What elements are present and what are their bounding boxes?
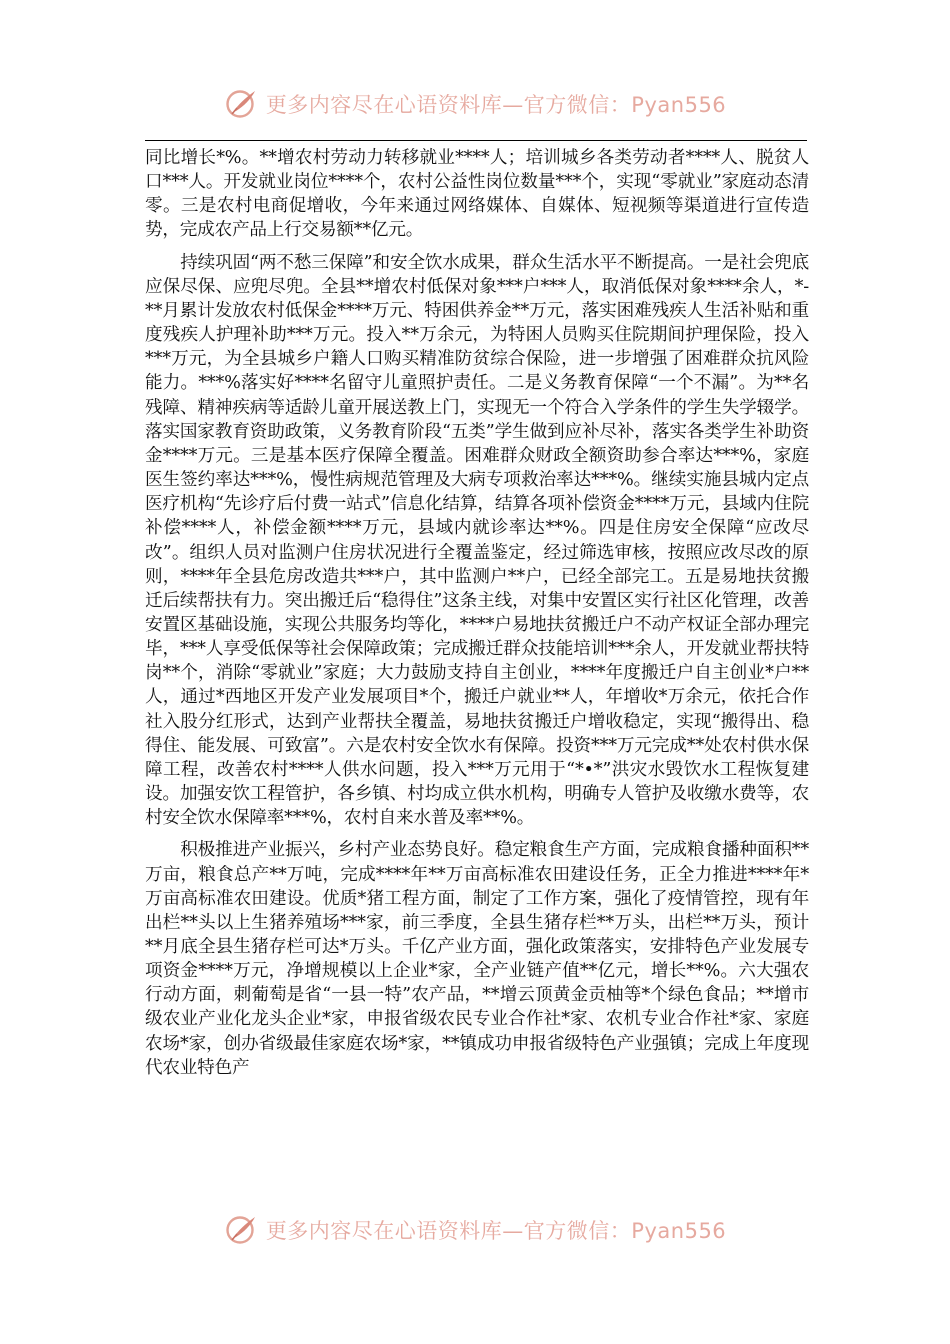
quill-logo-icon [224, 1213, 258, 1247]
header-watermark [0, 84, 950, 124]
document-body [145, 146, 809, 1080]
watermark-text: 更多内容尽在心语资料库—官方微信：Pyan556 [265, 93, 727, 117]
quill-logo-icon [224, 87, 258, 121]
watermark-text: 更多内容尽在心语资料库—官方微信：Pyan556 [265, 1219, 727, 1243]
paragraph: 积极推进产业振兴，乡村产业态势良好。稳定粮食生产方面，完成粮食播种面积**万亩，粮食总产**万吨，完成****年**万亩高标准农田建设任务，正全力推进****年*万亩高标准农田建设。优质*猪工程方面，制定了工作方案，强化了疫情管控，现有年出栏**头以上生猪养殖场***家，前三季度，全县生猪存栏**万头，出栏**万头，预计**月底全县生猪存栏可达*万头。千亿产业方面，强化政策落实，安排特色产业发展专项资金****万元，净增规模以上企业*家，全产业链产值**亿元，增长**%。六大强农行动方面，刺葡萄是省“一县一特”农产品，**增云顶黄金贡柚等*个绿色食品；**增市级农业产业化龙头企业*家，申报省级农民专业合作社*家、农机专业合作社*家、家庭农场*家，创办省级最佳家庭农场*家，**镇成功申报省级特色产业强镇；完成上年度现代农业特色产 [145, 840, 809, 1078]
paragraph: 持续巩固“两不愁三保障”和安全饮水成果，群众生活水平不断提高。一是社会兜底应保尽保、应兜尽兜。全县**增农村低保对象***户***人，取消低保对象****余人，*-**月累计发放农村低保金****万元、特困供养金**万元，落实困难残疾人生活补贴和重度残疾人护理补助***万元。投入**万余元，为特困人员购买住院期间护理保险，投入***万元，为全县城乡户籍人口购买精准防贫综合保险，进一步增强了困难群众抗风险能力。***%落实好****名留守儿童照护责任。二是义务教育保障“一个不漏”。为**名残障、精神疾病等适龄儿童开展送教上门，实现无一个符合入学条件的学生失学辍学。落实国家教育资助政策，义务教育阶段“五类”学生做到应补尽补，落实各类学生补助资金****万元。三是基本医疗保障全覆盖。困难群众财政全额资助参合率达***%，家庭医生签约率达***%，慢性病规范管理及大病专项救治率达***%。继续实施县城内定点医疗机构“先诊疗后付费一站式”信息化结算，结算各项补偿资金****万元，县域内住院补偿****人，补偿金额****万元，县域内就诊率达**%。四是住房安全保障“应改尽改”。组织人员对监测户住房状况进行全覆盖鉴定，经过筛选审核，按照应改尽改的原则，****年全县危房改造共***户，其中监测户**户，已经全部完工。五是易地扶贫搬迁后续帮扶有力。突出搬迁后“稳得住”这条主线，对集中安置区实行社区化管理，改善安置区基础设施，实现公共服务均等化，****户易地扶贫搬迁户不动产权证全部办理完毕，***人享受低保等社会保障政策；完成搬迁群众技能培训***余人，开发就业帮扶特岗**个，消除“零就业”家庭；大力鼓励支持自主创业，****年度搬迁户自主创业*户**人，通过*西地区开发产业发展项目*个，搬迁户就业**人，年增收*万余元，依托合作社入股分红形式，达到产业帮扶全覆盖，易地扶贫搬迁户增收稳定，实现“搬得出、稳得住、能发展、可致富”。六是农村安全饮水有保障。投资***万元完成**处农村供水保障工程，改善农村****人供水问题，投入***万元用于“*•*”洪灾水毁饮水工程恢复建设。加强安饮工程管护，各乡镇、村均成立供水机构，明确专人管护及收缴水费等，农村安全饮水保障率***%，农村自来水普及率**%。 [145, 252, 809, 829]
header-divider [145, 140, 807, 141]
paragraph: 同比增长*%。**增农村劳动力转移就业****人；培训城乡各类劳动者****人、脱贫人口***人。开发就业岗位****个，农村公益性岗位数量***个，实现“零就业”家庭动态清零。三是农村电商促增收，今年来通过网络媒体、自媒体、短视频等渠道进行宣传造势，完成农产品上行交易额**亿元。 [145, 148, 809, 241]
footer-watermark [0, 1210, 950, 1250]
